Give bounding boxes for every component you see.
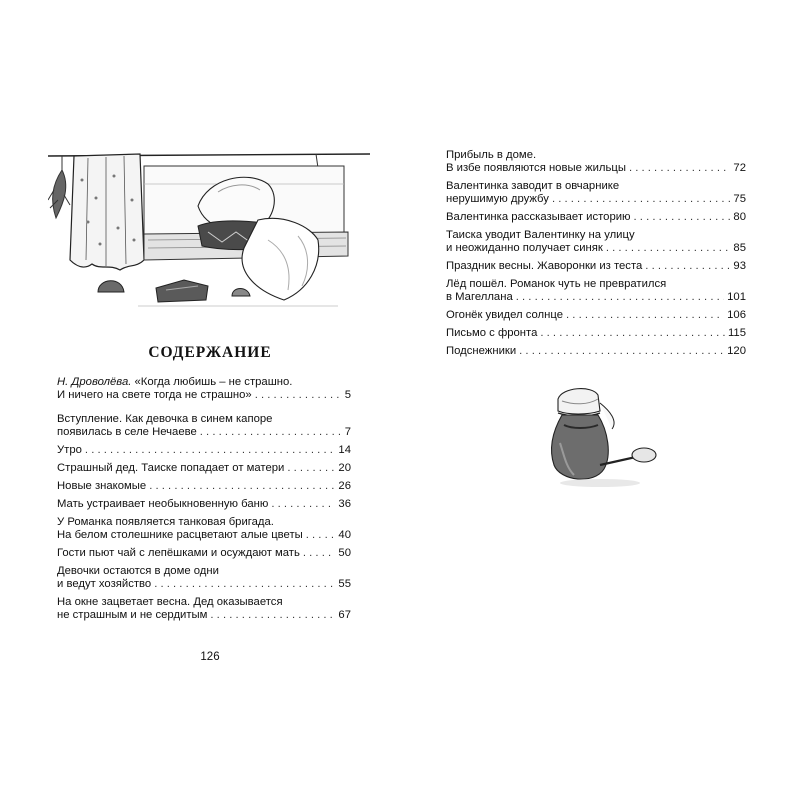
toc-entry [446,345,746,358]
toc-entry-author: Н. Дроволёва. [57,376,132,388]
toc-entry-line [57,413,351,426]
toc-entry-text: в Магеллана [446,291,513,303]
toc-entry-text: У Романка появляется танковая бригада. [57,516,274,528]
toc-entry-text: Страшный дед. Таиске попадает от матери [57,462,285,474]
toc-entry-text: В избе появляются новые жильцы [446,162,626,174]
toc-entry-page: 7 [344,426,351,438]
toc-entry-line [57,462,351,475]
toc-dot-leader [552,193,730,206]
toc-dot-leader [566,309,724,322]
toc-entry-text: и неожиданно получает синяк [446,242,603,254]
toc-entry-line [57,480,351,493]
toc-dot-leader [629,162,730,175]
toc-dot-leader [634,211,731,224]
toc-entry-text: Мать устраивает необыкновенную баню [57,498,269,510]
toc-entry-page: 120 [727,345,746,357]
bed-illustration [48,140,370,312]
toc-entry [57,565,351,591]
toc-dot-leader [149,480,335,493]
toc-entry-page: 36 [338,498,351,510]
toc-entry-line [446,291,746,304]
toc-entry-page: 40 [338,529,351,541]
toc-entry-line [57,596,351,609]
toc-entry [446,260,746,273]
toc-entry-page: 20 [338,462,351,474]
toc-dot-leader [154,578,335,591]
toc-entry-text: Прибыль в доме. [446,149,537,161]
toc-entry [446,229,746,255]
toc-entry-text: появилась в селе Нечаеве [57,426,197,438]
toc-entry [57,413,351,439]
toc-dot-leader [306,529,336,542]
toc-entry [446,327,746,340]
toc-entry-line [446,345,746,358]
toc-entry-page: 55 [338,578,351,590]
toc-entry [446,278,746,304]
toc-entry-line [57,547,351,560]
toc-entry [57,547,351,560]
toc-left-column [57,376,351,627]
toc-entry-page: 93 [733,260,746,272]
toc-entry-text: Огонёк увидел солнце [446,309,564,321]
toc-dot-leader [516,291,724,304]
toc-right-column [446,149,746,363]
toc-entry-text: На окне зацветает весна. Дед оказывается [57,596,283,608]
toc-entry-line [57,426,351,439]
toc-entry [57,462,351,475]
toc-dot-leader [519,345,724,358]
toc-entry-line [446,162,746,175]
toc-entry-text: Вступление. Как девочка в синем капоре [57,413,273,425]
toc-entry [57,516,351,542]
toc-entry-text: и ведут хозяйство [57,578,152,590]
toc-entry-text: не страшным и не сердитым [57,609,208,621]
toc-entry-page: 85 [733,242,746,254]
toc-entry-line [446,260,746,273]
toc-entry-page: 115 [727,327,746,339]
toc-entry-line [446,193,746,206]
toc-entry-page: 67 [338,609,351,621]
toc-entry [57,376,351,402]
toc-entry-text: И ничего на свете тогда не страшно» [57,389,252,401]
toc-entry-text: Письмо с фронта [446,327,538,339]
toc-dot-leader [287,462,335,475]
toc-entry [57,444,351,457]
toc-entry-page: 50 [338,547,351,559]
toc-entry-line [57,498,351,511]
toc-entry-text: нерушимую дружбу [446,193,549,205]
toc-entry-page: 75 [733,193,746,205]
toc-entry-line [57,565,351,578]
toc-entry-line [57,376,351,389]
toc-entry-text: Гости пьют чай с лепёшками и осуждают мать [57,547,300,559]
toc-entry [446,149,746,175]
toc-entry-line [57,389,351,402]
toc-title: СОДЕРЖАНИЕ [148,344,272,361]
toc-entry-line [446,211,746,224]
toc-entry-line [446,278,746,291]
toc-entry-line [446,309,746,322]
toc-entry-page: 106 [727,309,746,321]
toc-dot-leader [645,260,730,273]
toc-entry-line [446,149,746,162]
toc-entry-page: 14 [338,444,351,456]
jug-illustration [540,385,658,490]
toc-entry-page: 5 [344,389,351,401]
toc-entry-line [57,444,351,457]
toc-dot-leader [271,498,335,511]
toc-entry-text: Утро [57,444,82,456]
toc-entry-text: Новые знакомые [57,480,147,492]
page-number: 126 [200,651,220,663]
toc-entry-line [57,578,351,591]
toc-entry [57,480,351,493]
toc-dot-leader [200,426,342,439]
toc-entry-line [57,516,351,529]
toc-entry-text: Праздник весны. Жаворонки из теста [446,260,643,272]
toc-entry-page: 26 [338,480,351,492]
toc-entry-text: На белом столешнике расцветают алые цветы [57,529,303,541]
toc-entry-line [446,180,746,193]
toc-entry-text: Таиска уводит Валентинку на улицу [446,229,635,241]
toc-entry [446,309,746,322]
toc-entry-text: Н. Дроволёва. «Когда любишь – не страшно. [57,376,293,388]
toc-entry-text: Девочки остаются в доме одни [57,565,219,577]
toc-dot-leader [540,327,725,340]
toc-entry-text: Лёд пошёл. Романок чуть не превратился [446,278,667,290]
toc-entry-page: 72 [733,162,746,174]
toc-entry [57,596,351,622]
toc-entry [446,180,746,206]
toc-entry-line [446,327,746,340]
toc-entry [57,498,351,511]
toc-dot-leader [606,242,731,255]
toc-entry-text: Валентинка заводит в овчарнике [446,180,620,192]
toc-entry-text: Подснежники [446,345,517,357]
toc-entry-line [57,529,351,542]
toc-dot-leader [255,389,342,402]
toc-dot-leader [85,444,336,457]
toc-entry-page: 80 [733,211,746,223]
toc-entry-line [57,609,351,622]
toc-dot-leader [303,547,336,560]
toc-entry-text: Валентинка рассказывает историю [446,211,631,223]
toc-dot-leader [210,609,335,622]
toc-entry-line [446,242,746,255]
toc-entry-page: 101 [727,291,746,303]
toc-entry-line [446,229,746,242]
toc-entry [446,211,746,224]
